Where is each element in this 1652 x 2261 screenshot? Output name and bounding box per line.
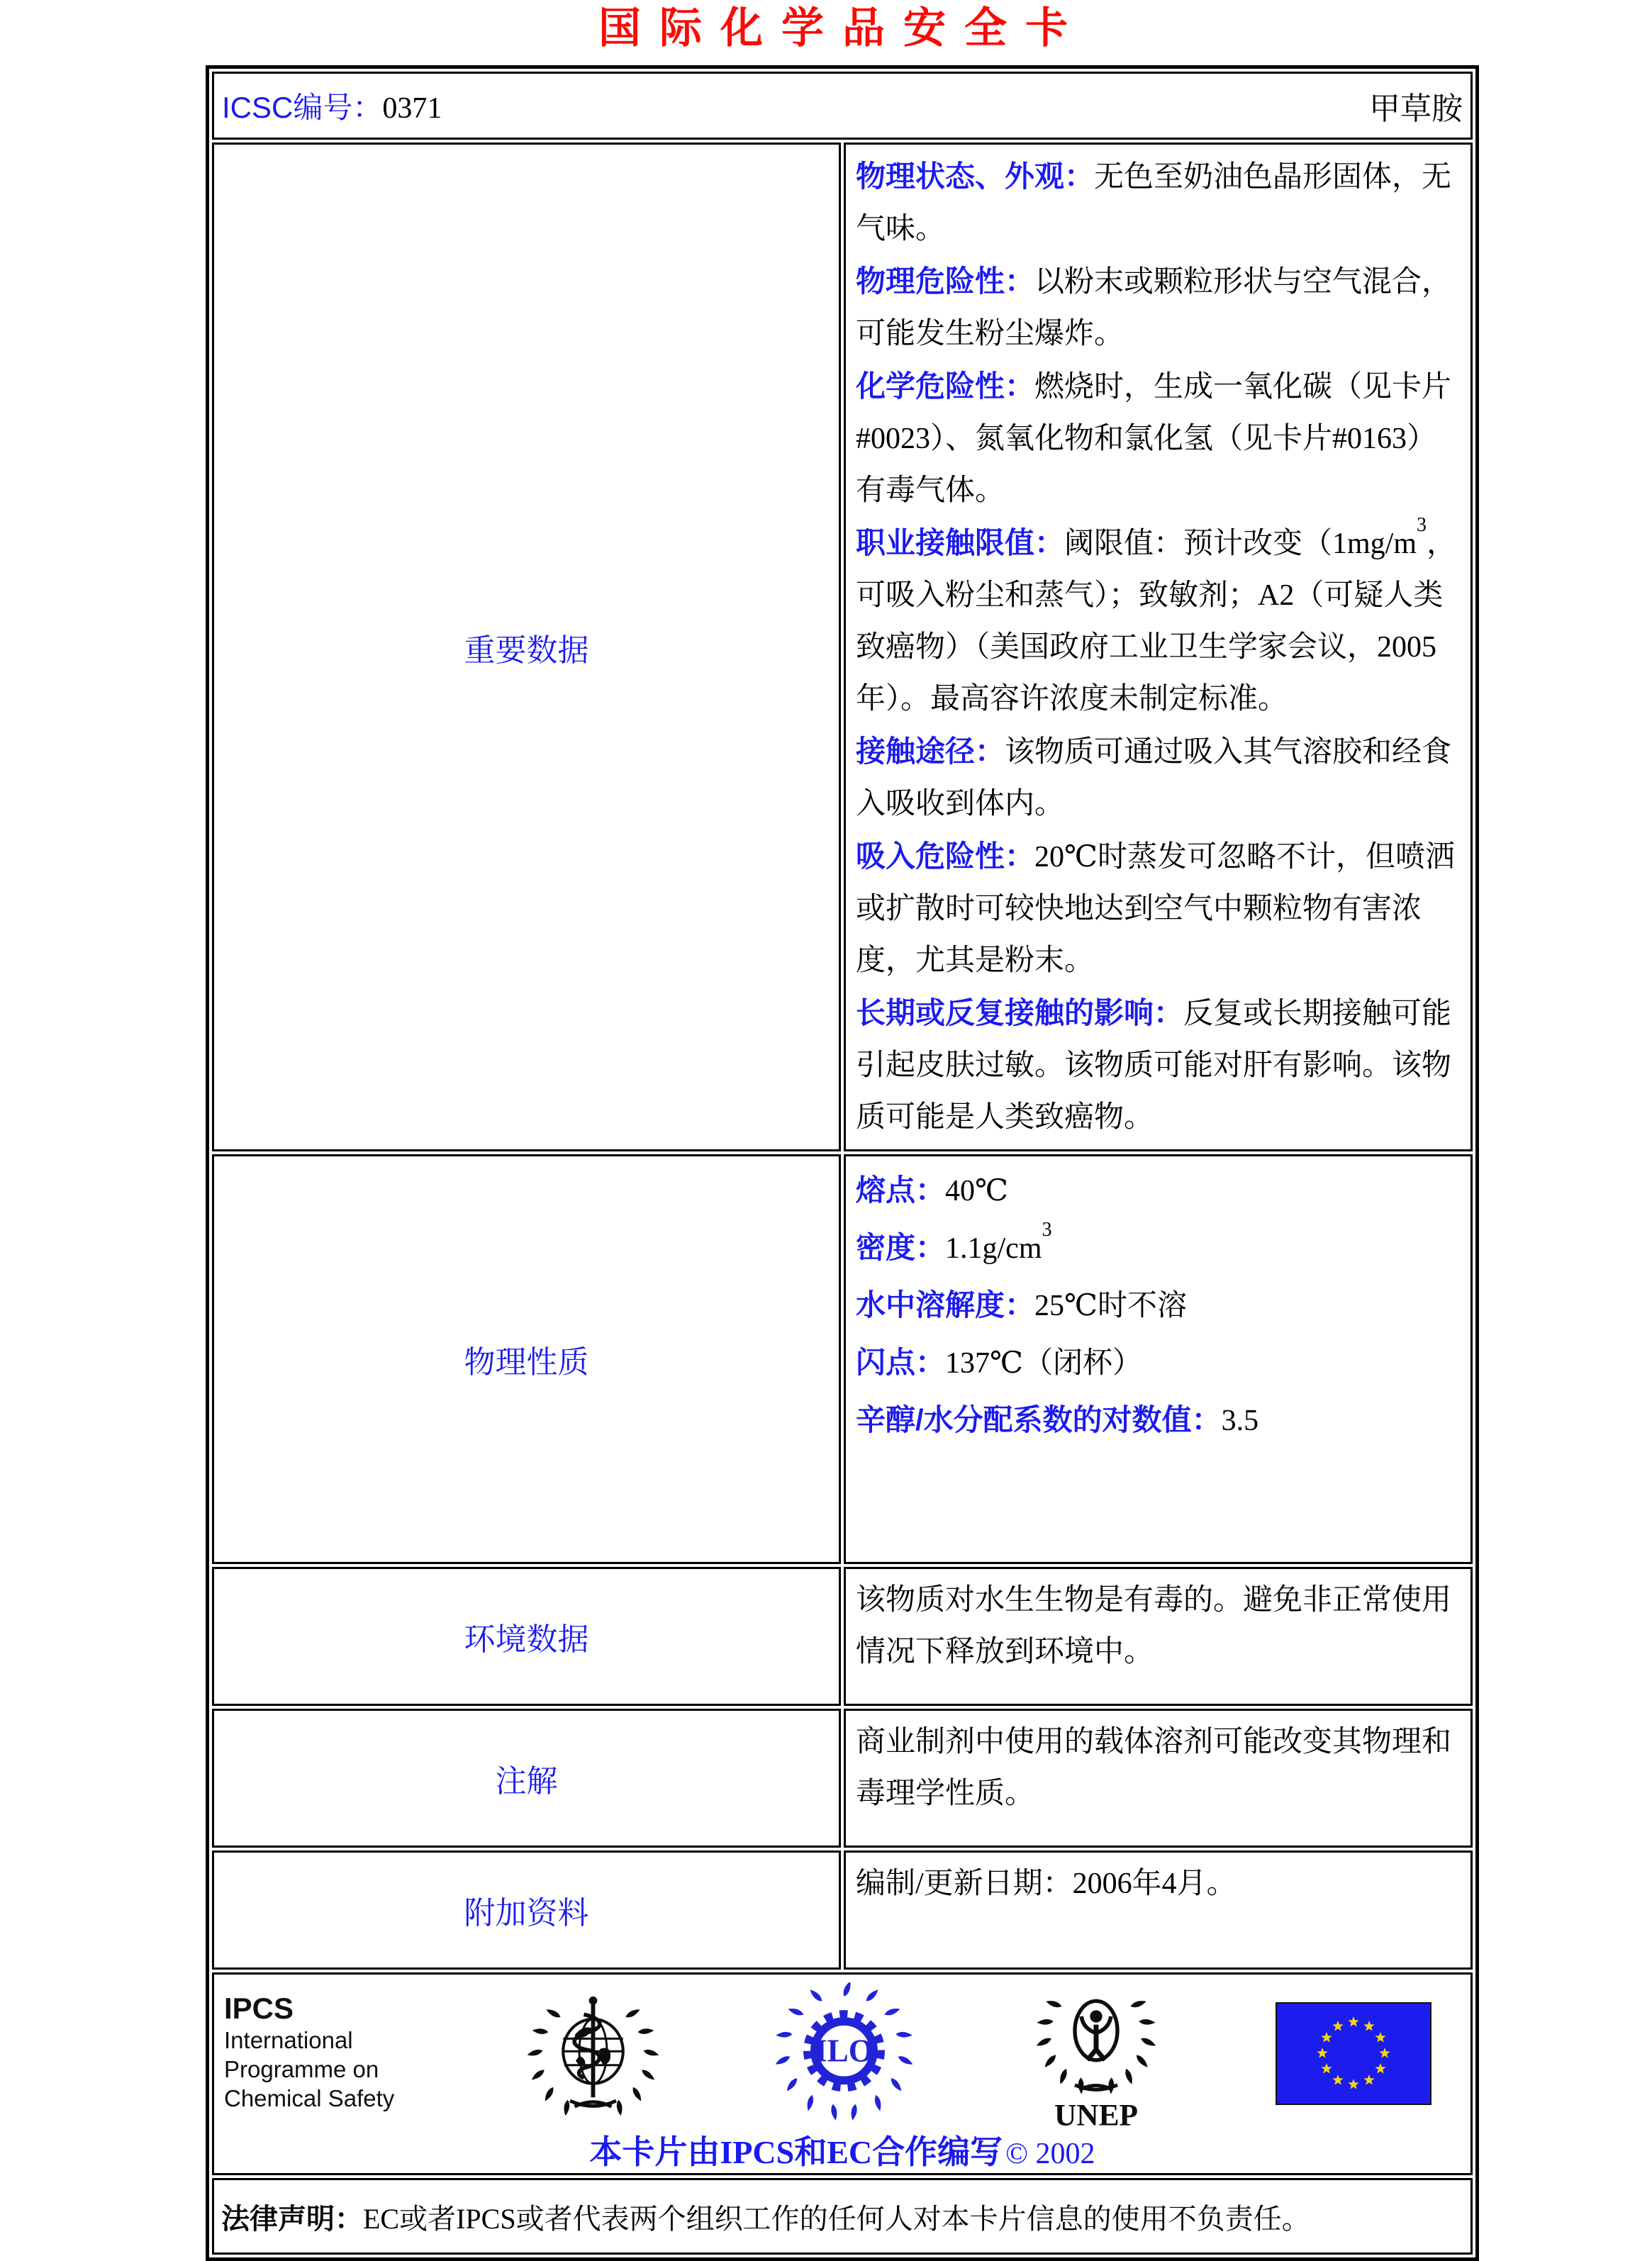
field-label: 熔点： <box>856 1173 946 1207</box>
field-exposure-routes <box>856 725 1461 830</box>
logos-strip <box>214 1975 1470 2132</box>
field-value: 燃烧时，生成一氧化碳（见卡片#0023）、氮氧化物和氯化氢（见卡片#0163）有毒气体。 <box>856 371 1452 507</box>
physical-properties-row <box>212 1154 1473 1564</box>
field-label: 化学危险性： <box>856 369 1035 403</box>
ipcs-line: International <box>224 2027 353 2053</box>
field-label: 水中溶解度： <box>856 1288 1035 1322</box>
field-value: 137℃（闭杯） <box>945 1347 1142 1380</box>
chemical-name: 甲草胺 <box>1369 91 1463 126</box>
field-density <box>856 1219 1461 1277</box>
ilo-emblem-icon <box>771 1982 917 2124</box>
section-label-environmental-data: 环境数据 <box>212 1567 841 1706</box>
field-label: 长期或反复接触的影响： <box>856 996 1184 1029</box>
field-label: 吸入危险性： <box>856 839 1035 873</box>
unep-emblem-icon <box>1025 1974 1167 2133</box>
field-chemical-danger <box>856 360 1461 517</box>
icsc-number-group <box>222 84 442 127</box>
section-label-important-data: 重要数据 <box>212 143 841 1151</box>
field-melting-point <box>856 1162 1461 1219</box>
legal-label: 法律声明： <box>221 2203 363 2235</box>
field-value: 25℃时不溶 <box>1034 1290 1187 1322</box>
legal-row <box>212 2178 1473 2255</box>
field-label: 密度： <box>856 1231 946 1264</box>
field-value-pre: 阈限值：预计改变（1mg/m <box>1064 527 1417 560</box>
page-title: 国际化学品安全卡 <box>598 5 1086 52</box>
icsc-number-value: 0371 <box>382 92 442 125</box>
icsc-number-label: ICSC编号： <box>222 91 383 124</box>
superscript: 3 <box>1042 1219 1052 1241</box>
icsc-card-table <box>206 65 1479 2261</box>
logos-cell <box>212 1972 1473 2175</box>
eu-flag-icon <box>1276 2002 1431 2105</box>
field-value: 以粉末或颗粒形状与空气混合，可能发生粉尘爆炸。 <box>856 266 1452 350</box>
environmental-data-content: 该物质对水生生物是有毒的。避免非正常使用情况下释放到环境中。 <box>844 1567 1473 1706</box>
section-label-physical-properties: 物理性质 <box>212 1154 841 1564</box>
field-octanol-water-partition <box>856 1392 1461 1449</box>
who-emblem-icon <box>524 1984 662 2123</box>
credit-line <box>214 2126 1470 2173</box>
field-occupational-exposure-limits <box>856 514 1461 725</box>
notes-content: 商业制剂中使用的载体溶剂可能改变其物理和毒理学性质。 <box>844 1709 1473 1848</box>
ipcs-text-block <box>224 1982 415 2113</box>
field-long-term-effects <box>856 987 1461 1144</box>
credit-text: 本卡片由IPCS和EC合作编写 <box>589 2134 1003 2170</box>
field-label: 闪点： <box>856 1346 946 1379</box>
additional-info-row <box>212 1850 1473 1970</box>
field-value: 20℃时蒸发可忽略不计，但喷洒或扩散时可较快地达到空气中颗粒物有害浓度，尤其是粉末。 <box>856 841 1455 977</box>
ipcs-line: Programme on <box>224 2056 379 2082</box>
header-flex <box>215 83 1470 128</box>
unep-caption: UNEP <box>1054 2097 1138 2132</box>
field-label: 接触途径： <box>856 735 1005 768</box>
physical-properties-content <box>844 1154 1473 1564</box>
logos-row <box>212 1972 1473 2175</box>
field-physical-state <box>856 150 1461 255</box>
legal-cell <box>212 2178 1473 2255</box>
field-label: 职业接触限值： <box>856 526 1065 559</box>
ipcs-line: Chemical Safety <box>224 2085 395 2111</box>
field-value: 40℃ <box>945 1175 1008 1207</box>
credit-year: © 2002 <box>1005 2138 1095 2170</box>
important-data-content <box>844 143 1473 1151</box>
section-label-notes: 注解 <box>212 1709 841 1848</box>
additional-info-content: 编制/更新日期：2006年4月。 <box>844 1850 1473 1970</box>
ipcs-acronym: IPCS <box>224 1992 294 2025</box>
field-value: 无色至奶油色晶形固体，无气味。 <box>856 161 1452 245</box>
important-data-row <box>212 143 1473 1151</box>
header-row <box>212 72 1473 140</box>
field-water-solubility <box>856 1277 1461 1334</box>
ilo-letters: ILO <box>814 2033 874 2069</box>
field-label: 辛醇/水分配系数的对数值： <box>856 1403 1222 1436</box>
field-value: 反复或长期接触可能引起皮肤过敏。该物质可能对肝有影响。该物质可能是人类致癌物。 <box>856 998 1452 1134</box>
field-value: 3.5 <box>1221 1405 1259 1437</box>
superscript: 3 <box>1417 514 1427 536</box>
field-value-post: ，可吸入粉尘和蒸气）；致敏剂；A2（可疑人类致癌物）（美国政府工业卫生学家会议，2005年）。最高容许浓度未制定标准。 <box>856 527 1457 715</box>
field-label: 物理危险性： <box>856 264 1035 298</box>
legal-text: EC或者IPCS或者代表两个组织工作的任何人对本卡片信息的使用不负责任。 <box>363 2202 1310 2235</box>
field-flash-point <box>856 1334 1461 1392</box>
field-value-pre: 1.1g/cm <box>945 1232 1042 1265</box>
field-physical-danger <box>856 255 1461 360</box>
section-label-additional-info: 附加资料 <box>212 1850 841 1970</box>
field-label: 物理状态、外观： <box>856 160 1095 193</box>
notes-row <box>212 1709 1473 1848</box>
field-value: 该物质可通过吸入其气溶胶和经食入吸收到体内。 <box>856 736 1452 820</box>
header-cell <box>212 72 1473 140</box>
environmental-data-row <box>212 1567 1473 1706</box>
field-inhalation-risk <box>856 830 1461 987</box>
